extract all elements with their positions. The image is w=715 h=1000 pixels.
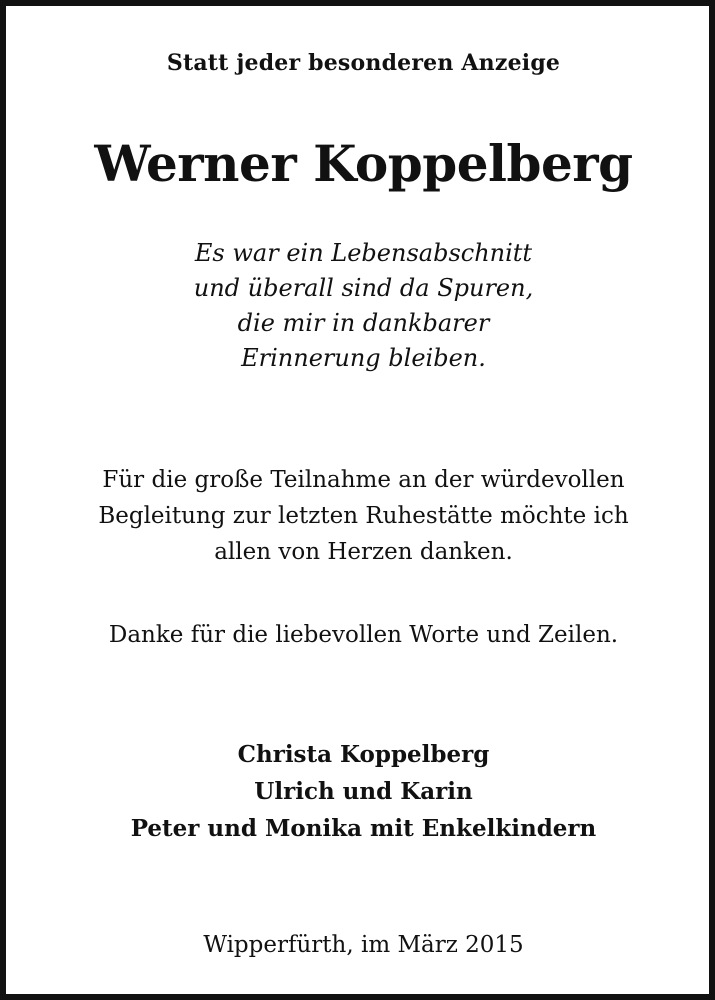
place-date: Wipperfürth, im März 2015 xyxy=(203,932,524,958)
verse-line: Erinnerung bleiben. xyxy=(241,344,486,372)
notice-header: Statt jeder besonderen Anzeige xyxy=(166,50,561,76)
family-member: Christa Koppelberg xyxy=(237,741,490,768)
family-signatures xyxy=(6,736,715,847)
thanks-line: allen von Herzen danken. xyxy=(214,539,513,565)
family-member: Peter und Monika mit Enkelkindern xyxy=(130,815,597,842)
thanks-paragraph xyxy=(6,462,715,570)
thanks-line: Begleitung zur letzten Ruhestätte möchte ich xyxy=(98,503,629,529)
verse-line: die mir in dankbarer xyxy=(237,309,490,337)
thanks-line: Für die große Teilnahme an der würdevollen xyxy=(102,467,625,493)
verse-line: Es war ein Lebensabschnitt xyxy=(194,239,533,267)
deceased-name: Werner Koppelberg xyxy=(94,134,633,193)
thanks-words-line: Danke für die liebevollen Worte und Zeilen. xyxy=(108,622,619,648)
verse-line: und überall sind da Spuren, xyxy=(193,274,534,302)
family-member: Ulrich und Karin xyxy=(254,778,473,805)
memorial-verse xyxy=(6,236,715,376)
